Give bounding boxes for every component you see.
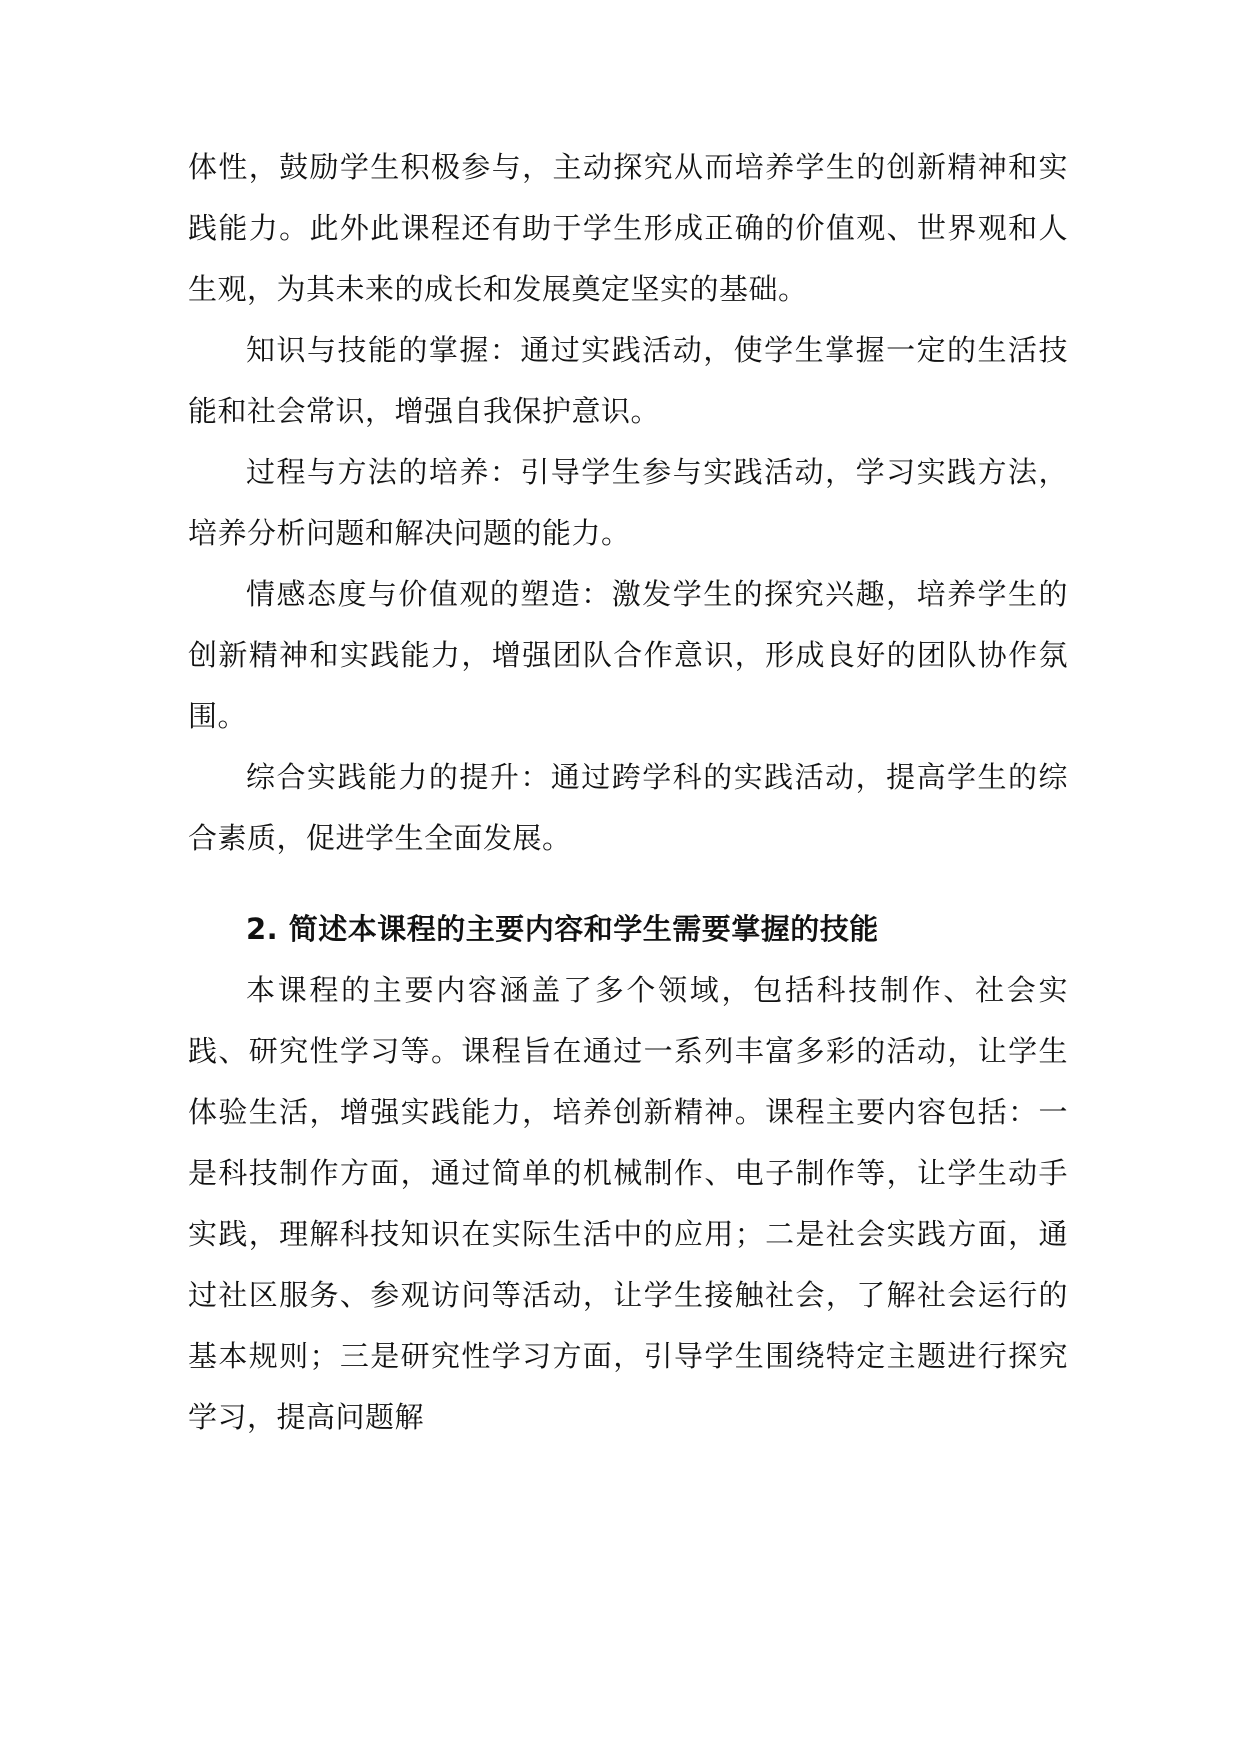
objective-emotion-values: 情感态度与价值观的塑造：激发学生的探究兴趣，培养学生的创新精神和实践能力，增强团队合作意识，形成良好的团队协作氛围。: [188, 577, 1068, 733]
document-body: [188, 137, 1068, 1448]
objective-knowledge-skills: 知识与技能的掌握：通过实践活动，使学生掌握一定的生活技能和社会常识，增强自我保护意识。: [188, 333, 1068, 428]
section-paragraph: 本课程的主要内容涵盖了多个领域，包括科技制作、社会实践、研究性学习等。课程旨在通过一系列丰富多彩的活动，让学生体验生活，增强实践能力，培养创新精神。课程主要内容包括：一是科技制作方面，通过简单的机械制作、电子制作等，让学生动手实践，理解科技知识在实际生活中的应用；二是社会实践方面，通过社区服务、参观访问等活动，让学生接触社会，了解社会运行的基本规则；三是研究性学习方面，引导学生围绕特定主题进行探究学习，提高问题解: [188, 973, 1068, 1434]
section-heading: 2. 简述本课程的主要内容和学生需要掌握的技能: [246, 912, 879, 946]
objective-process-methods: 过程与方法的培养：引导学生参与实践活动，学习实践方法，培养分析问题和解决问题的能力。: [188, 455, 1068, 550]
continuation-paragraph: 体性，鼓励学生积极参与，主动探究从而培养学生的创新精神和实践能力。此外此课程还有助于学生形成正确的价值观、世界观和人生观，为其未来的成长和发展奠定坚实的基础。: [188, 150, 1068, 306]
objective-comprehensive-practice: 综合实践能力的提升：通过跨学科的实践活动，提高学生的综合素质，促进学生全面发展。: [188, 760, 1068, 855]
